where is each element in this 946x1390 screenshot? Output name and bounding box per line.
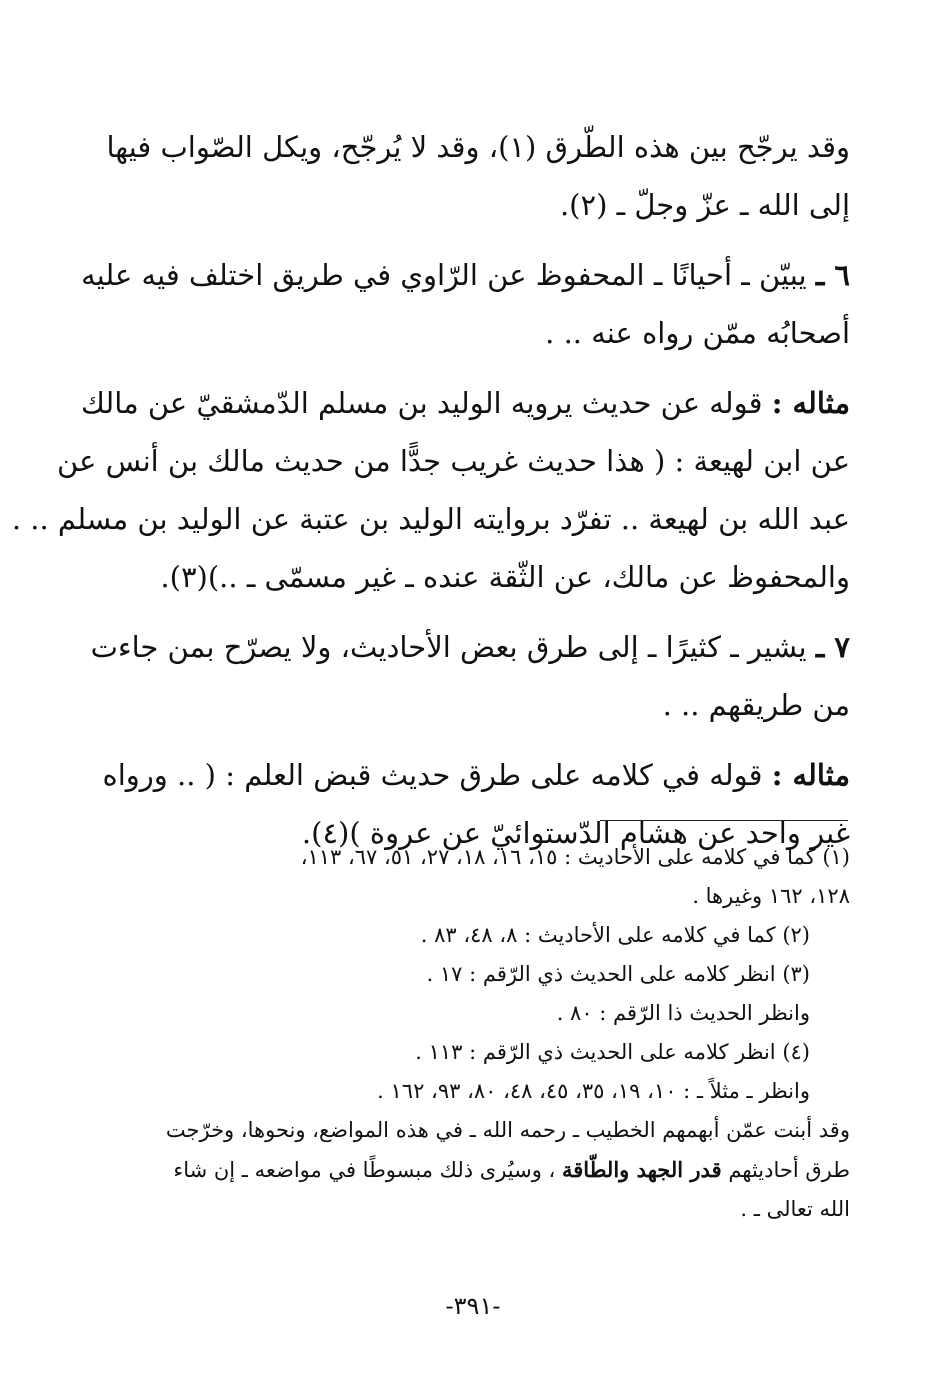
page-number: -٣٩١-	[445, 1292, 501, 1320]
footnote-line: (٣) انظر كلامه على الحديث ذي الرّقم : ١٧ .	[426, 962, 810, 986]
text-line: وقد يرجّح بين هذه الطّرق (١)، وقد لا يُرجّح، ويكل الصّواب فيها	[106, 130, 850, 164]
text-line: عبد الله بن لهيعة .. تفرّد بروايته الوليد بن عتبة عن الوليد بن مسلم .. .	[11, 502, 850, 536]
paragraph-3	[11, 374, 850, 606]
text-line	[80, 374, 850, 432]
footnote-line	[138, 1150, 850, 1190]
bold-phrase: قدر الجهد والطّاقة	[562, 1157, 722, 1182]
text-span: يبيّن ـ أحيانًا ـ المحفوظ عن الرّاوي في طريق اختلف فيه عليه	[81, 258, 807, 292]
example-label: مثاله :	[771, 386, 850, 420]
footnote-line: وانظر الحديث ذا الرّقم : ٨٠ .	[556, 1001, 810, 1025]
text-span: ، وسيُرى ذلك مبسوطًا في مواضعه ـ إن شاء	[173, 1158, 556, 1182]
text-span: يشير ـ كثيرًا ـ إلى طرق بعض الأحاديث، ولا يصرّح بمن جاءت	[90, 630, 807, 664]
footnote-line: (٢) كما في كلامه على الأحاديث : ٨، ٤٨، ٨٣ .	[420, 923, 810, 947]
footnote-divider	[600, 820, 848, 821]
main-text	[11, 118, 850, 874]
text-line: أصحابُه ممّن رواه عنه .. .	[545, 316, 850, 350]
paragraph-2	[81, 246, 850, 362]
item-number: ٧ ـ	[815, 630, 850, 664]
footnote-line: ١٢٨، ١٦٢ وغيرها .	[692, 884, 850, 908]
text-line: والمحفوظ عن مالك، عن الثّقة عنده ـ غير مسمّى ـ ..)(٣).	[160, 560, 850, 594]
footnote-line: (١) كما في كلامه على الأحاديث : ١٥، ١٦، ١٨، ٢٧، ٥١، ٦٧، ١١٣،	[300, 845, 850, 869]
footnotes	[138, 838, 850, 1229]
footnote-line: الله تعالى ـ .	[740, 1197, 850, 1221]
paragraph-4	[90, 618, 850, 734]
text-span: طرق أحاديثهم	[728, 1158, 850, 1182]
paragraph-1	[106, 118, 850, 234]
text-line	[81, 246, 850, 304]
text-line: من طريقهم .. .	[662, 688, 850, 722]
item-number: ٦ ـ	[815, 258, 850, 292]
example-label: مثاله :	[771, 758, 850, 792]
text-span: قوله عن حديث يرويه الوليد بن مسلم الدّمشقيّ عن مالك	[80, 386, 763, 420]
footnote-line: (٤) انظر كلامه على الحديث ذي الرّقم : ١١٣ .	[415, 1040, 810, 1064]
footnote-line: وقد أبنت عمّن أبهمهم الخطيب ـ رحمه الله ـ في هذه المواضع، ونحوها، وخرّجت	[165, 1118, 850, 1142]
text-line: عن ابن لهيعة : ( هذا حديث غريب جدًّا من حديث مالك بن أنس عن	[57, 444, 850, 478]
text-line: إلى الله ـ عزّ وجلّ ـ (٢).	[559, 188, 850, 222]
text-line	[102, 746, 850, 804]
text-span: قوله في كلامه على طرق حديث قبض العلم : ( .. ورواه	[102, 758, 763, 792]
text-line	[90, 618, 850, 676]
text-line: غير واحد عن هشام الدّستوائيّ عن عروة )(٤).	[301, 816, 850, 850]
footnote-line: وانظر ـ مثلاً ـ : ١٠، ١٩، ٣٥، ٤٥، ٤٨، ٨٠، ٩٣، ١٦٢ .	[377, 1079, 810, 1103]
